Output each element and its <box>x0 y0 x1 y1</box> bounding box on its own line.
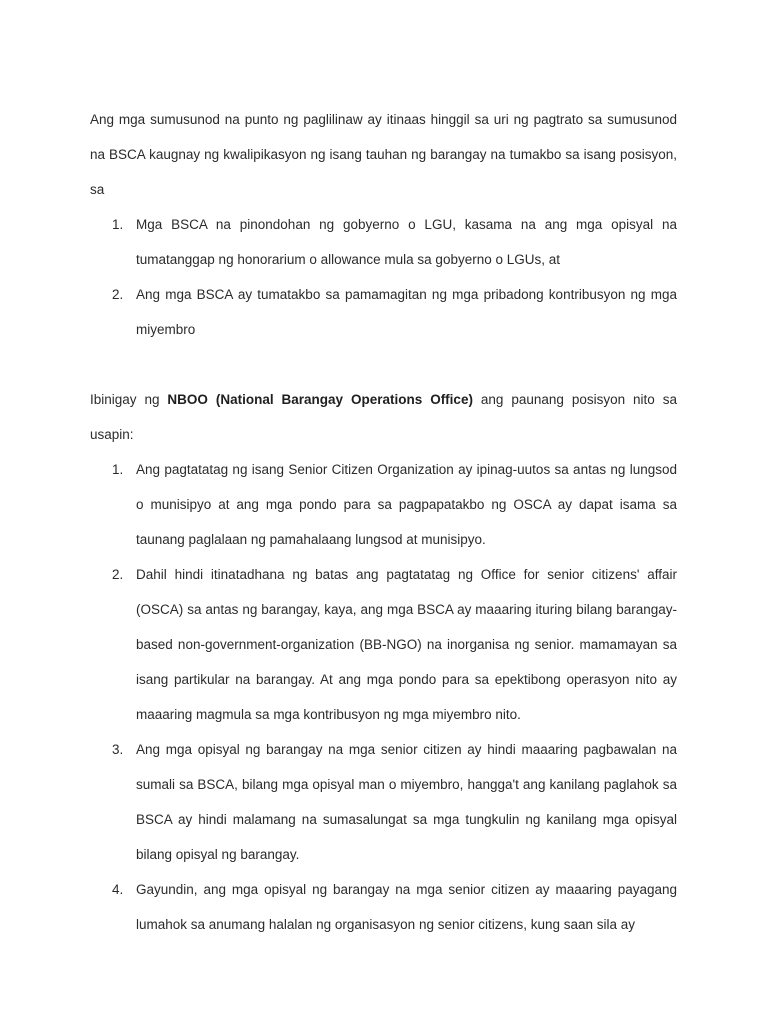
intro-paragraph: Ang mga sumusunod na punto ng paglilinaw ay itinaas hinggil sa uri ng pagtrato sa sumusunod na BSCA kaugnay ng kwalipikasyon ng isang tauhan ng barangay na tumakbo sa isang posisyon, sa <box>90 112 677 197</box>
list-number: 4. <box>112 882 124 897</box>
list-item <box>90 872 677 942</box>
list-number: 3. <box>112 742 124 757</box>
list-item <box>90 452 677 557</box>
treatment-list <box>90 207 677 347</box>
list-item-text: Gayundin, ang mga opisyal ng barangay na mga senior citizen ay maaaring payagang lumahok sa anumang halalan ng organisasyon ng senior citizens, kung saan sila ay <box>136 882 677 932</box>
list-item <box>90 277 677 347</box>
list-item <box>90 732 677 872</box>
list-number: 2. <box>112 287 124 302</box>
position-list <box>90 452 677 942</box>
nboo-text-before: Ibinigay ng <box>90 392 168 407</box>
list-item-text: Ang pagtatatag ng isang Senior Citizen Organization ay ipinag-uutos sa antas ng lungsod o munisipyo at ang mga pondo para sa pagpapatakbo ng OSCA ay dapat isama sa taunang paglalaan ng pamahalaang lungsod at munisipyo. <box>136 462 677 547</box>
list-item <box>90 207 677 277</box>
list-item-text: Ang mga BSCA ay tumatakbo sa pamamagitan ng mga pribadong kontribusyon ng mga miyembro <box>136 287 677 337</box>
list-item-text: Dahil hindi itinatadhana ng batas ang pagtatatag ng Office for senior citizens' affair (OSCA) sa antas ng barangay, kaya, ang mga BSCA ay maaaring ituring bilang barangay-based non-government-organization (BB-NGO) na inorganisa ng senior. mamamayan sa isang partikular na barangay. At ang mga pondo para sa epektibong operasyon nito ay maaaring magmula sa mga kontribusyon ng mga miyembro nito. <box>136 567 677 722</box>
nboo-bold-name: NBOO (National Barangay Operations Office) <box>167 392 473 407</box>
list-number: 2. <box>112 567 124 582</box>
document-page <box>90 102 677 942</box>
list-item <box>90 557 677 732</box>
list-number: 1. <box>112 217 124 232</box>
list-item-text: Mga BSCA na pinondohan ng gobyerno o LGU, kasama na ang mga opisyal na tumatanggap ng honorarium o allowance mula sa gobyerno o LGUs, at <box>136 217 677 267</box>
nboo-text-after: ang paunang posisyon nito sa usapin: <box>90 392 677 442</box>
paragraph-gap <box>90 347 677 382</box>
list-number: 1. <box>112 462 124 477</box>
nboo-paragraph <box>90 382 677 452</box>
list-item-text: Ang mga opisyal ng barangay na mga senior citizen ay hindi maaaring pagbawalan na sumali sa BSCA, bilang mga opisyal man o miyembro, hangga't ang kanilang paglahok sa BSCA ay hindi malamang na sumasalungat sa mga tungkulin ng kanilang mga opisyal bilang opisyal ng barangay. <box>136 742 677 862</box>
